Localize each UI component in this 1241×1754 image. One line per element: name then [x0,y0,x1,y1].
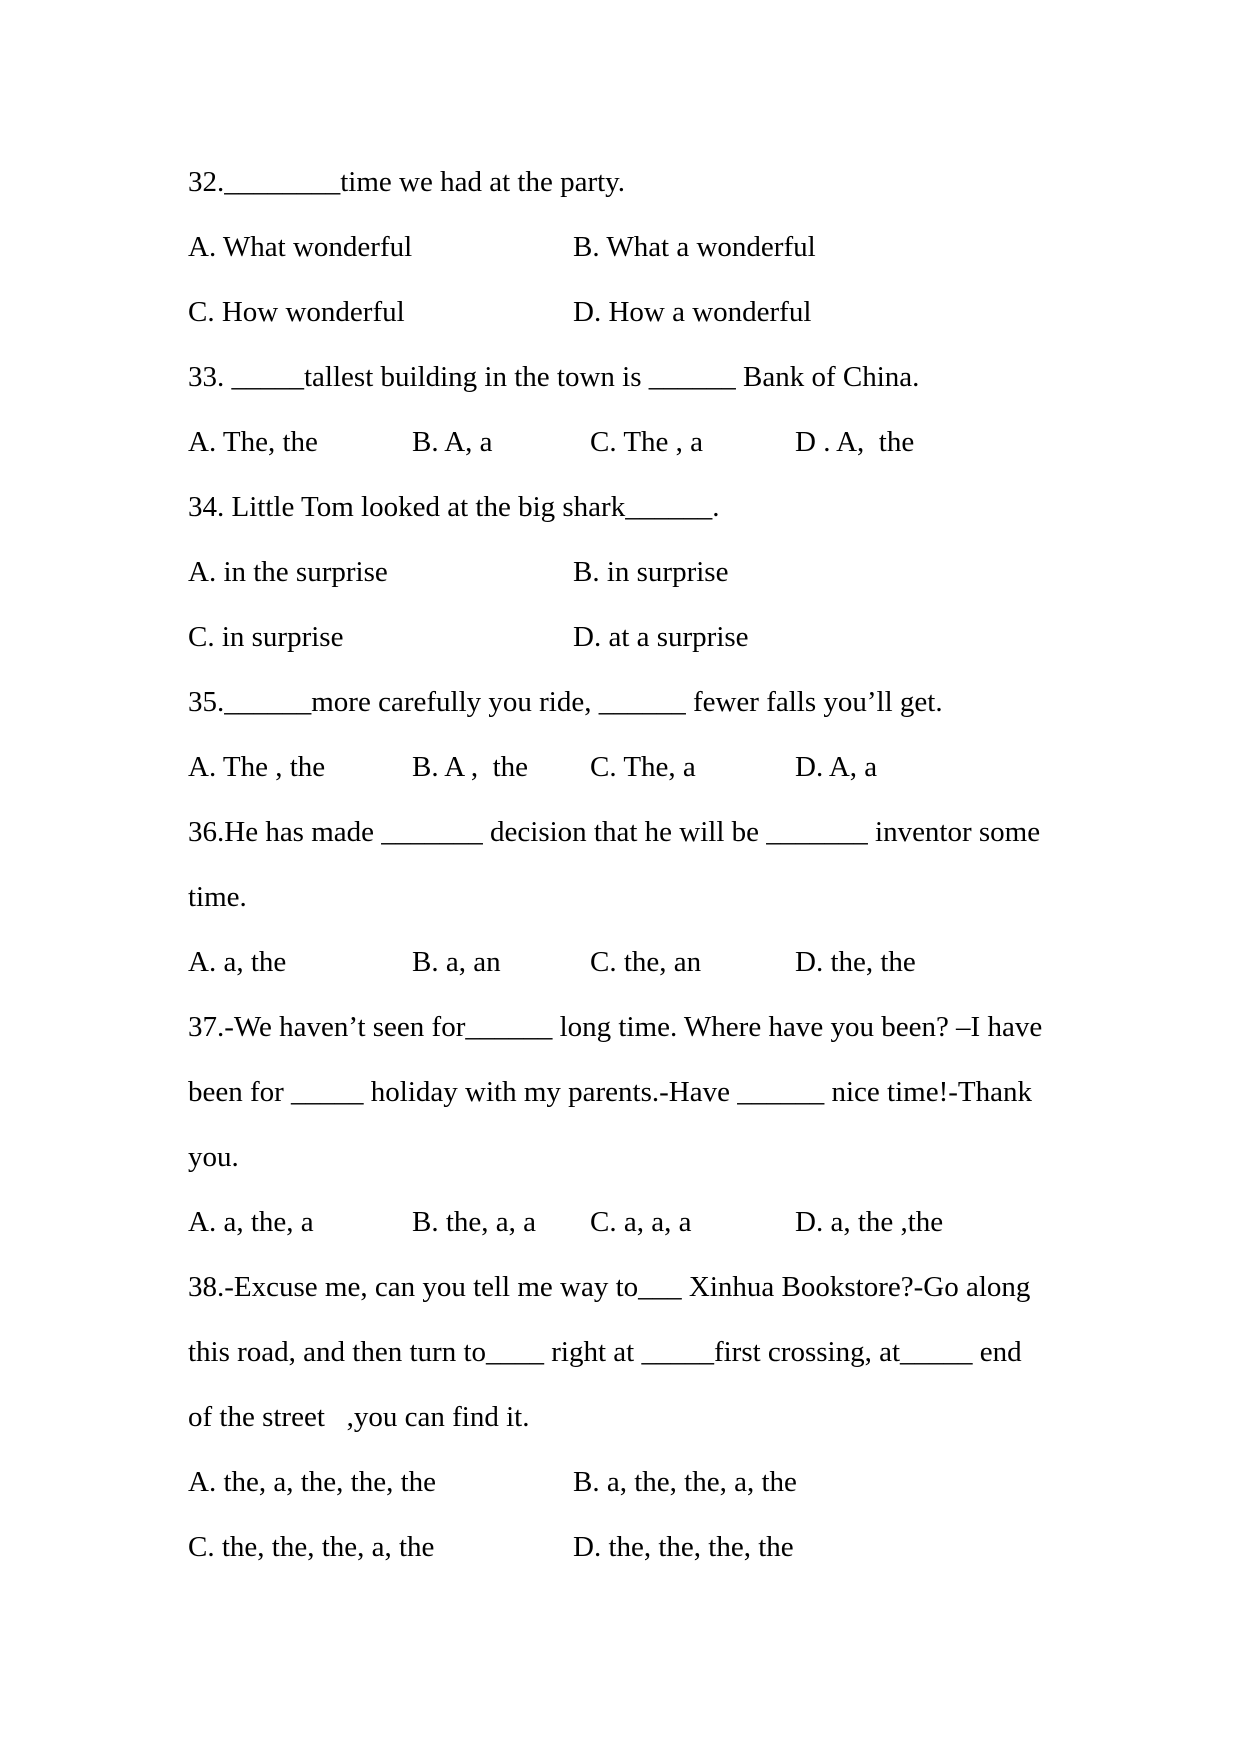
question-32-option-b: B. What a wonderful [573,231,816,263]
question-33-option-d: D . A, the [795,426,915,458]
question-35-options-row [188,735,1101,800]
question-list [188,150,1101,1580]
question-37-option-d: D. a, the ,the [795,1206,944,1238]
question-35-stem-line: 35.______more carefully you ride, ______ fewer falls you’ll get. [188,686,943,718]
question-32-option-c: C. How wonderful [188,296,405,328]
question-36-option-c: C. the, an [590,946,702,978]
question-33-option-b: B. A, a [412,426,493,458]
question-32-stem-line: 32.________time we had at the party. [188,166,626,198]
question-38-stem-line: of the street ,you can find it. [188,1401,530,1433]
question-34-option-b: B. in surprise [573,556,729,588]
question-block-33 [188,345,1101,475]
question-37-stem-line: you. [188,1141,239,1173]
question-38-option-b: B. a, the, the, a, the [573,1466,797,1498]
question-34-option-c: C. in surprise [188,621,344,653]
question-32-option-d: D. How a wonderful [573,296,812,328]
question-33-options-row [188,410,1101,475]
question-38-option-a: A. the, a, the, the, the [188,1466,437,1498]
question-38-option-c: C. the, the, the, a, the [188,1531,435,1563]
question-37-option-c: C. a, a, a [590,1206,692,1238]
question-38-stem-line: 38.-Excuse me, can you tell me way to___ Xinhua Bookstore?-Go along [188,1271,1031,1303]
question-32-options-row [188,215,1101,280]
question-38-stem-line: this road, and then turn to____ right at _____first crossing, at_____ end [188,1336,1022,1368]
question-37-stem-line: been for _____ holiday with my parents.-Have ______ nice time!-Thank [188,1076,1032,1108]
question-36-option-a: A. a, the [188,946,287,978]
question-38-option-d: D. the, the, the, the [573,1531,794,1563]
question-block-35 [188,670,1101,800]
question-32-options-row [188,280,1101,345]
question-36-option-b: B. a, an [412,946,501,978]
question-36-option-d: D. the, the [795,946,916,978]
question-34-option-d: D. at a surprise [573,621,749,653]
question-block-32 [188,150,1101,345]
question-block-36 [188,800,1101,995]
question-38-options-row [188,1515,1101,1580]
question-36-stem-line: time. [188,881,247,913]
question-37-option-b: B. the, a, a [412,1206,537,1238]
question-34-options-row [188,605,1101,670]
question-33-stem-line: 33. _____tallest building in the town is ______ Bank of China. [188,361,920,393]
question-34-stem-line: 34. Little Tom looked at the big shark______. [188,491,720,523]
question-block-38 [188,1255,1101,1580]
question-37-stem-line: 37.-We haven’t seen for______ long time. Where have you been? –I have [188,1011,1043,1043]
question-36-options-row [188,930,1101,995]
question-34-options-row [188,540,1101,605]
question-33-option-a: A. The, the [188,426,318,458]
question-37-option-a: A. a, the, a [188,1206,314,1238]
question-block-34 [188,475,1101,670]
question-33-option-c: C. The , a [590,426,704,458]
question-34-option-a: A. in the surprise [188,556,388,588]
question-35-option-a: A. The , the [188,751,326,783]
question-36-stem-line: 36.He has made _______ decision that he will be _______ inventor some [188,816,1041,848]
question-35-option-d: D. A, a [795,751,878,783]
question-35-option-b: B. A , the [412,751,529,783]
question-32-option-a: A. What wonderful [188,231,413,263]
question-37-options-row [188,1190,1101,1255]
question-38-options-row [188,1450,1101,1515]
question-block-37 [188,995,1101,1255]
question-35-option-c: C. The, a [590,751,696,783]
